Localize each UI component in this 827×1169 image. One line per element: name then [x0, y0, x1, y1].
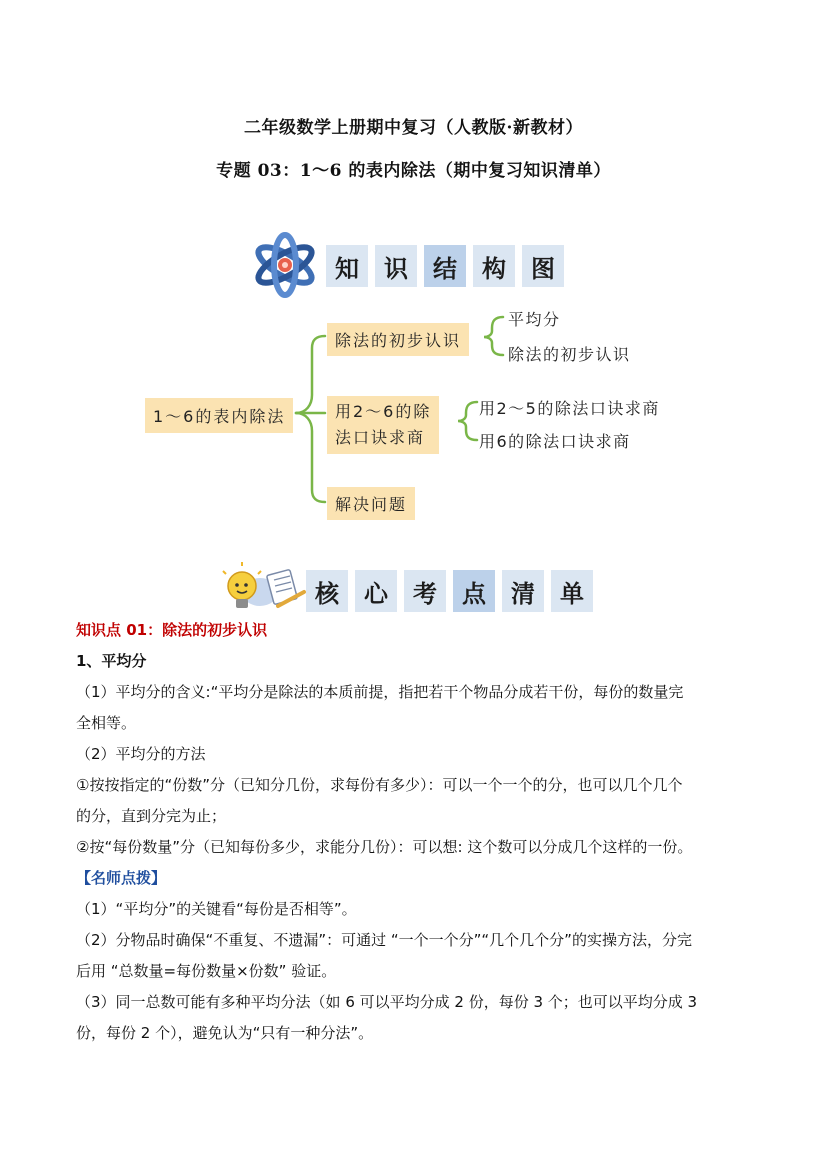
banner-char: 心 — [355, 570, 397, 612]
tip-item: （3）同一总数可能有多种平均分法（如 6 可以平均分成 2 份，每份 3 个；也可以平均分成 3 — [76, 993, 698, 1011]
tip-item: 后用 “总数量=每份数量×份数” 验证。 — [76, 962, 337, 980]
banner-char: 核 — [306, 570, 348, 612]
mindmap-branch-multiplication-table — [327, 396, 439, 454]
knowledge-structure-banner — [326, 245, 571, 287]
paragraph: 的分，直到分完为止； — [76, 807, 227, 825]
mindmap-root: 1～6的表内除法 — [145, 398, 293, 433]
branch-line: 用2～6的除 — [335, 402, 432, 421]
banner-char: 单 — [551, 570, 593, 612]
banner-char: 点 — [453, 570, 495, 612]
banner-char: 清 — [502, 570, 544, 612]
lightbulb-icon — [218, 562, 308, 618]
banner-char: 知 — [326, 245, 368, 287]
tip-item: 份，每份 2 个），避免认为“只有一种分法”。 — [76, 1024, 374, 1042]
core-points-banner — [306, 570, 600, 612]
paragraph: ①按按指定的“份数”分（已知分几份，求每份有多少）：可以一个一个的分，也可以几个几个 — [76, 776, 683, 794]
banner-char: 构 — [473, 245, 515, 287]
heading: 1、平均分 — [76, 652, 147, 670]
paragraph: （1）平均分的含义:“平均分是除法的本质前提，指把若干个物品分成若干份，每份的数量完 — [76, 683, 684, 701]
paragraph: （2）平均分的方法 — [76, 745, 206, 763]
document-title: 二年级数学上册期中复习（人教版·新教材） — [244, 118, 583, 138]
section-title: 知识点 01：除法的初步认识 — [76, 621, 268, 639]
tip-item: （2）分物品时确保“不重复、不遗漏”：可通过 “一个一个分”“几个几个分”的实操方法，分完 — [76, 931, 692, 949]
tip-title: 【名师点拨】 — [76, 869, 167, 887]
mindmap-branch-division-intro: 除法的初步认识 — [327, 323, 469, 356]
paragraph: 全相等。 — [76, 714, 137, 732]
tip-item: （1）“平均分”的关键看“每份是否相等”。 — [76, 900, 357, 918]
banner-char: 考 — [404, 570, 446, 612]
atom-icon — [252, 232, 318, 298]
banner-char: 识 — [375, 245, 417, 287]
banner-char: 图 — [522, 245, 564, 287]
branch-line: 法口诀求商 — [335, 428, 426, 447]
mindmap-leaf: 除法的初步认识 — [508, 345, 631, 364]
mindmap-leaf: 平均分 — [508, 310, 561, 329]
paragraph: ②按“每份数量”分（已知每份多少，求能分几份）：可以想: 这个数可以分成几个这样的一份。 — [76, 838, 693, 856]
banner-char: 结 — [424, 245, 466, 287]
mindmap-leaf: 用2～5的除法口诀求商 — [479, 399, 660, 418]
document-subtitle: 专题 03：1～6 的表内除法（期中复习知识清单） — [216, 161, 611, 181]
mindmap-leaf: 用6的除法口诀求商 — [479, 432, 631, 451]
knowledge-point-body — [76, 615, 756, 1049]
mindmap-branch-problem-solving: 解决问题 — [327, 487, 415, 520]
